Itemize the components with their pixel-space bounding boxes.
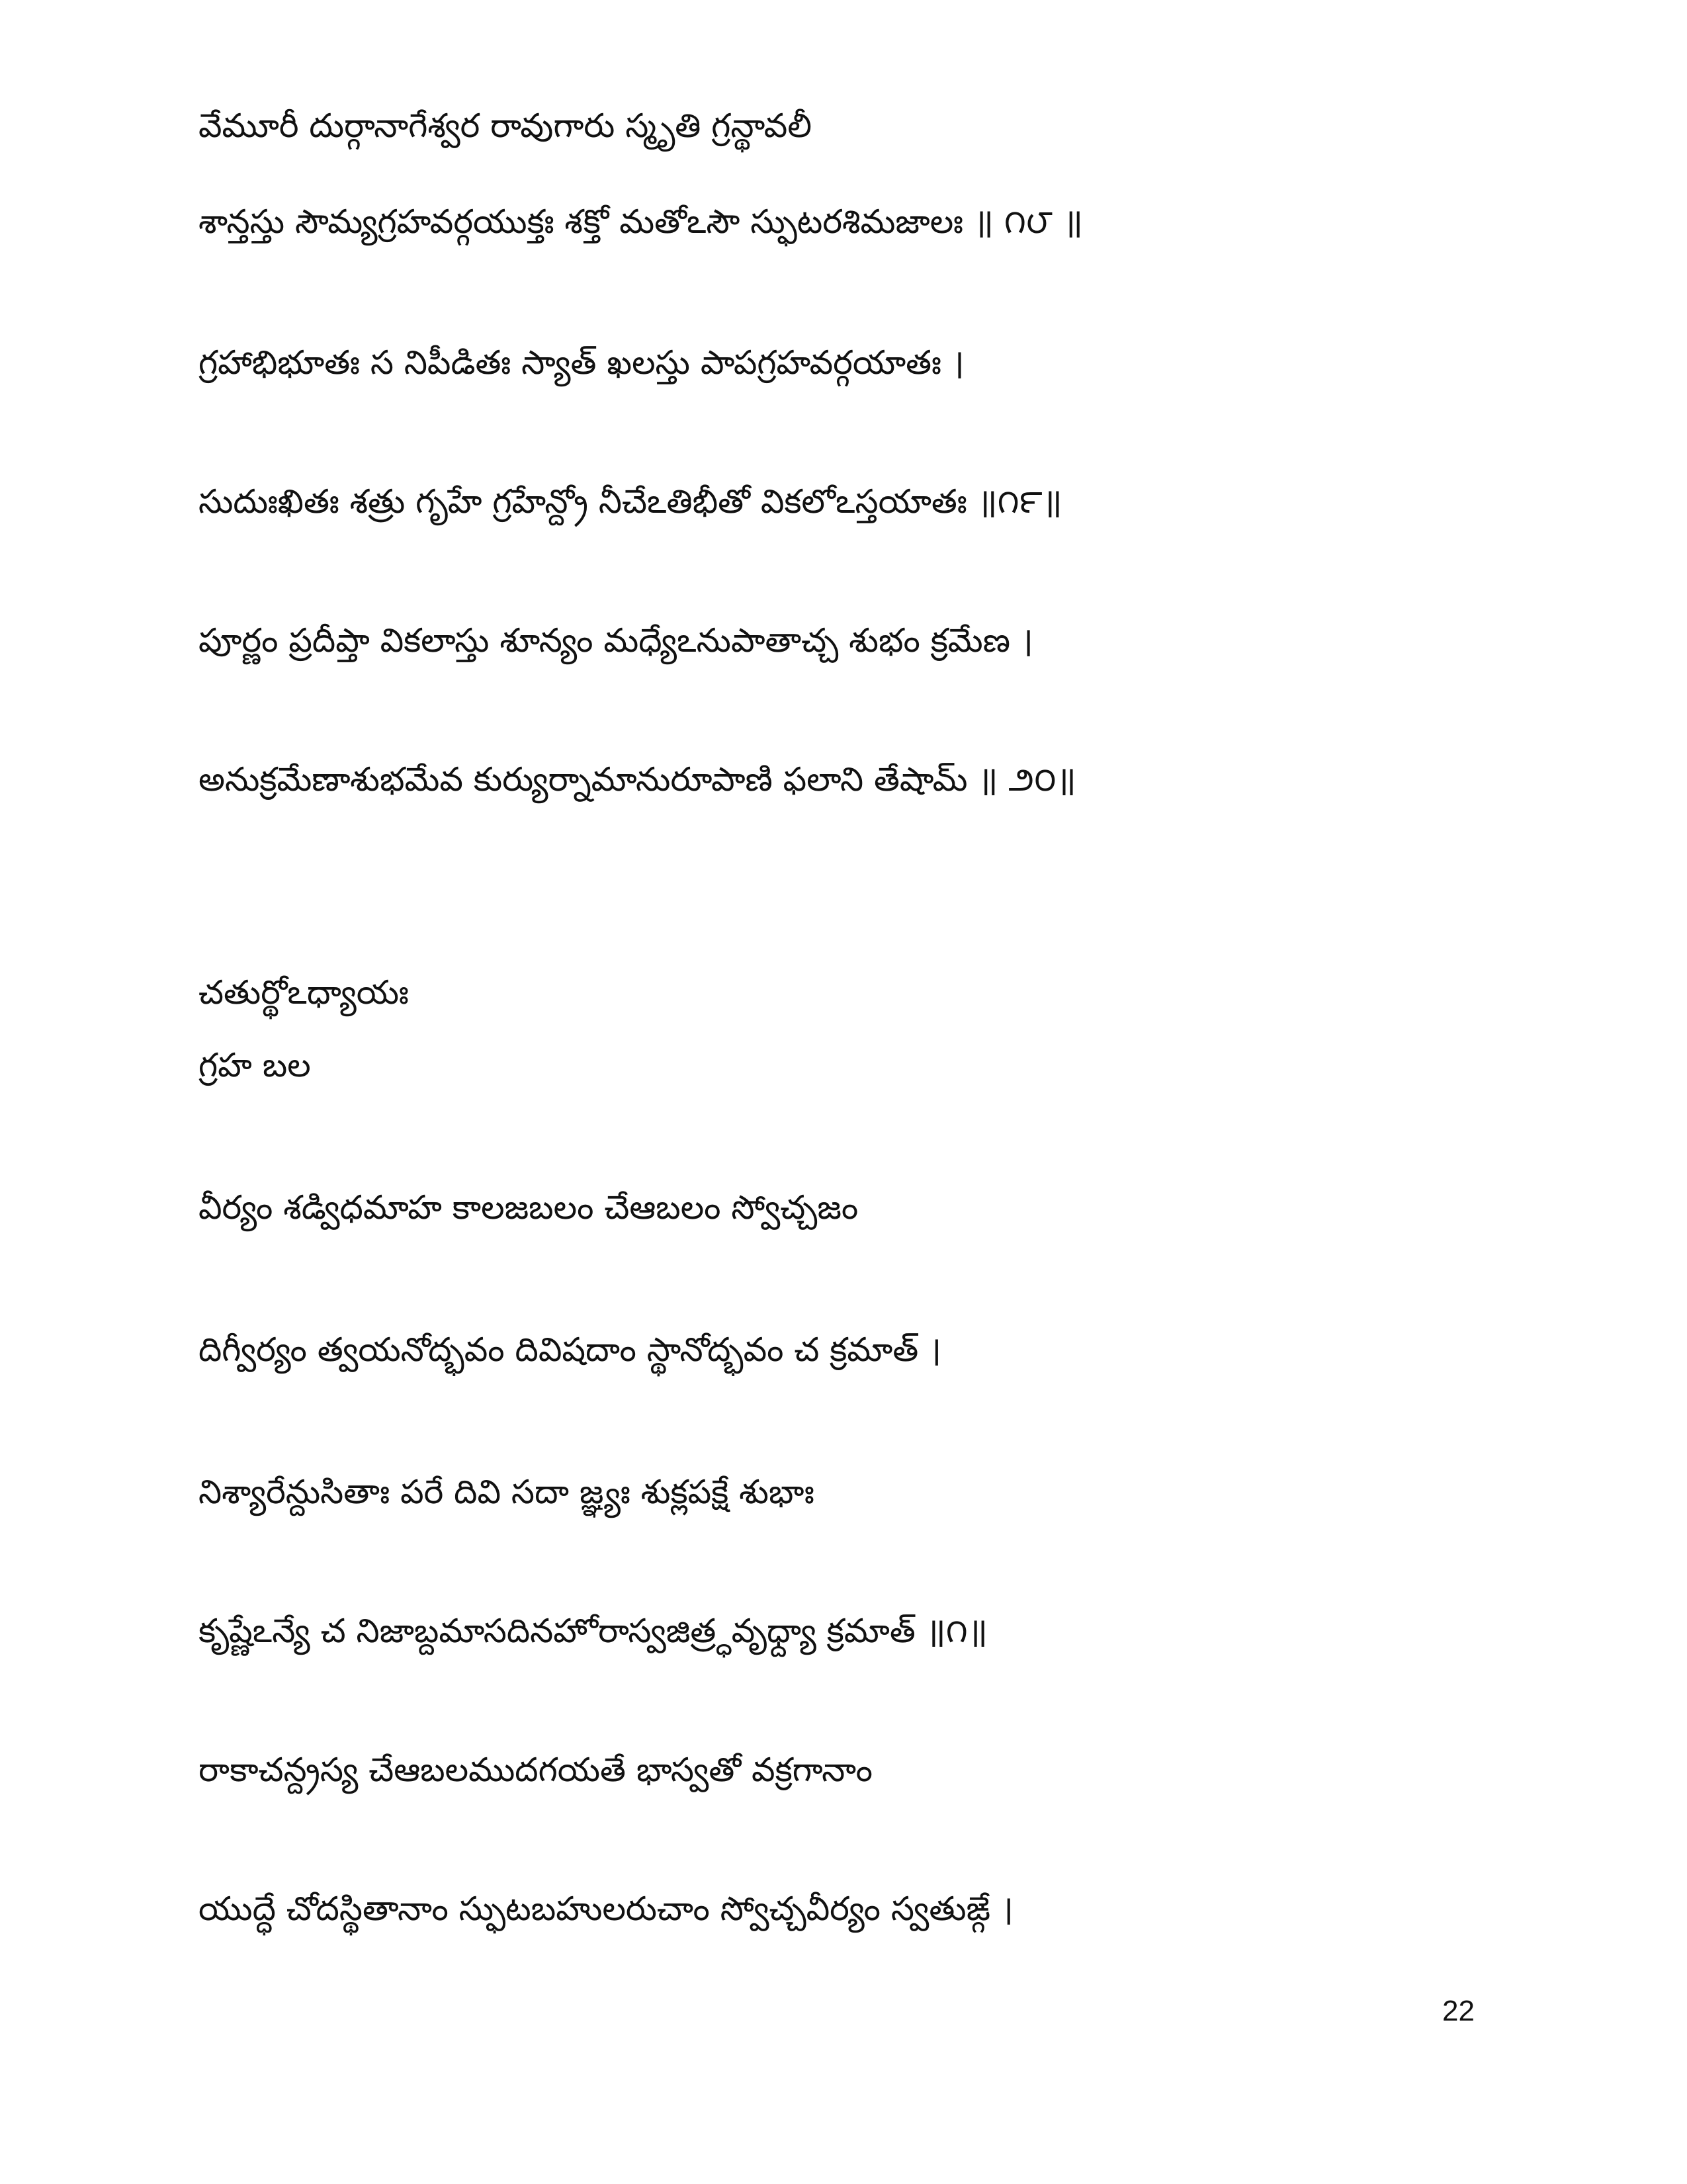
chapter-subtitle: గ్రహ బల bbox=[198, 1046, 311, 1084]
verse-line: రాకాచన్ద్రస్య చేఆబలముదగయతే భాస్వతో వక్రగానాం bbox=[198, 1751, 873, 1789]
page-number: 22 bbox=[1442, 1995, 1475, 2027]
verse-line: శాన్తస్తు సౌమ్యగ్రహవర్గయుక్తః శక్తో మతోఽసౌ స్ఫుటరశిమజాలః ॥ ౧౮ ॥ bbox=[198, 202, 1083, 241]
running-header: వేమూరీ దుర్గానాగేశ్వర రావుగారు స్మృతి గ్రన్థావలీ bbox=[198, 107, 812, 145]
verse-line: నిశ్యారేన్దుసితాః పరే దివి సదా జ్ఞ్యః శుక్లపక్షే శుభాః bbox=[198, 1473, 814, 1511]
verse-line: అనుక్రమేణాశుభమేవ కుర్యుర్నామానురూపాణి ఫలాని తేషామ్ ॥ ౨౦॥ bbox=[198, 760, 1076, 799]
verse-line: సుదుఃఖితః శత్రు గృహే గ్రహేన్ద్రో నీచేఽతిభీతో వికలోఽస్తయాతః ॥౧౯॥ bbox=[198, 482, 1062, 521]
verse-line: కృష్ణేఽన్యే చ నిజాబ్దమాసదినహోరాస్వజిత్ర్ధవృధ్ద్యా క్రమాత్ ॥౧॥ bbox=[198, 1612, 988, 1650]
verse-line: వీర్యం శడ్విధమాహ కాలజబలం చేఆబలం స్వోచ్చజం bbox=[198, 1188, 859, 1227]
verse-line: గ్రహాభిభూతః స నిపీడితః స్యాత్ ఖలస్తు పాపగ్రహవర్గయాతః । bbox=[198, 343, 965, 382]
verse-line: యుద్ధే చోదస్థితానాం స్ఫుటబహులరుచాం స్వోచ్చవీర్యం స్వతుఙ్గే । bbox=[198, 1890, 1014, 1928]
chapter-title: చతుర్థోఽధ్యాయః bbox=[198, 973, 409, 1012]
verse-line: దిగ్వీర్యం త్వయనోద్భవం దివిషదాం స్థానోద్భవం చ క్రమాత్ । bbox=[198, 1331, 942, 1369]
verse-line: పూర్ణం ప్రదీప్తా వికలాస్తు శూన్యం మధ్యేఽనుపాతాచ్చ శుభం క్రమేణ । bbox=[198, 621, 1033, 660]
